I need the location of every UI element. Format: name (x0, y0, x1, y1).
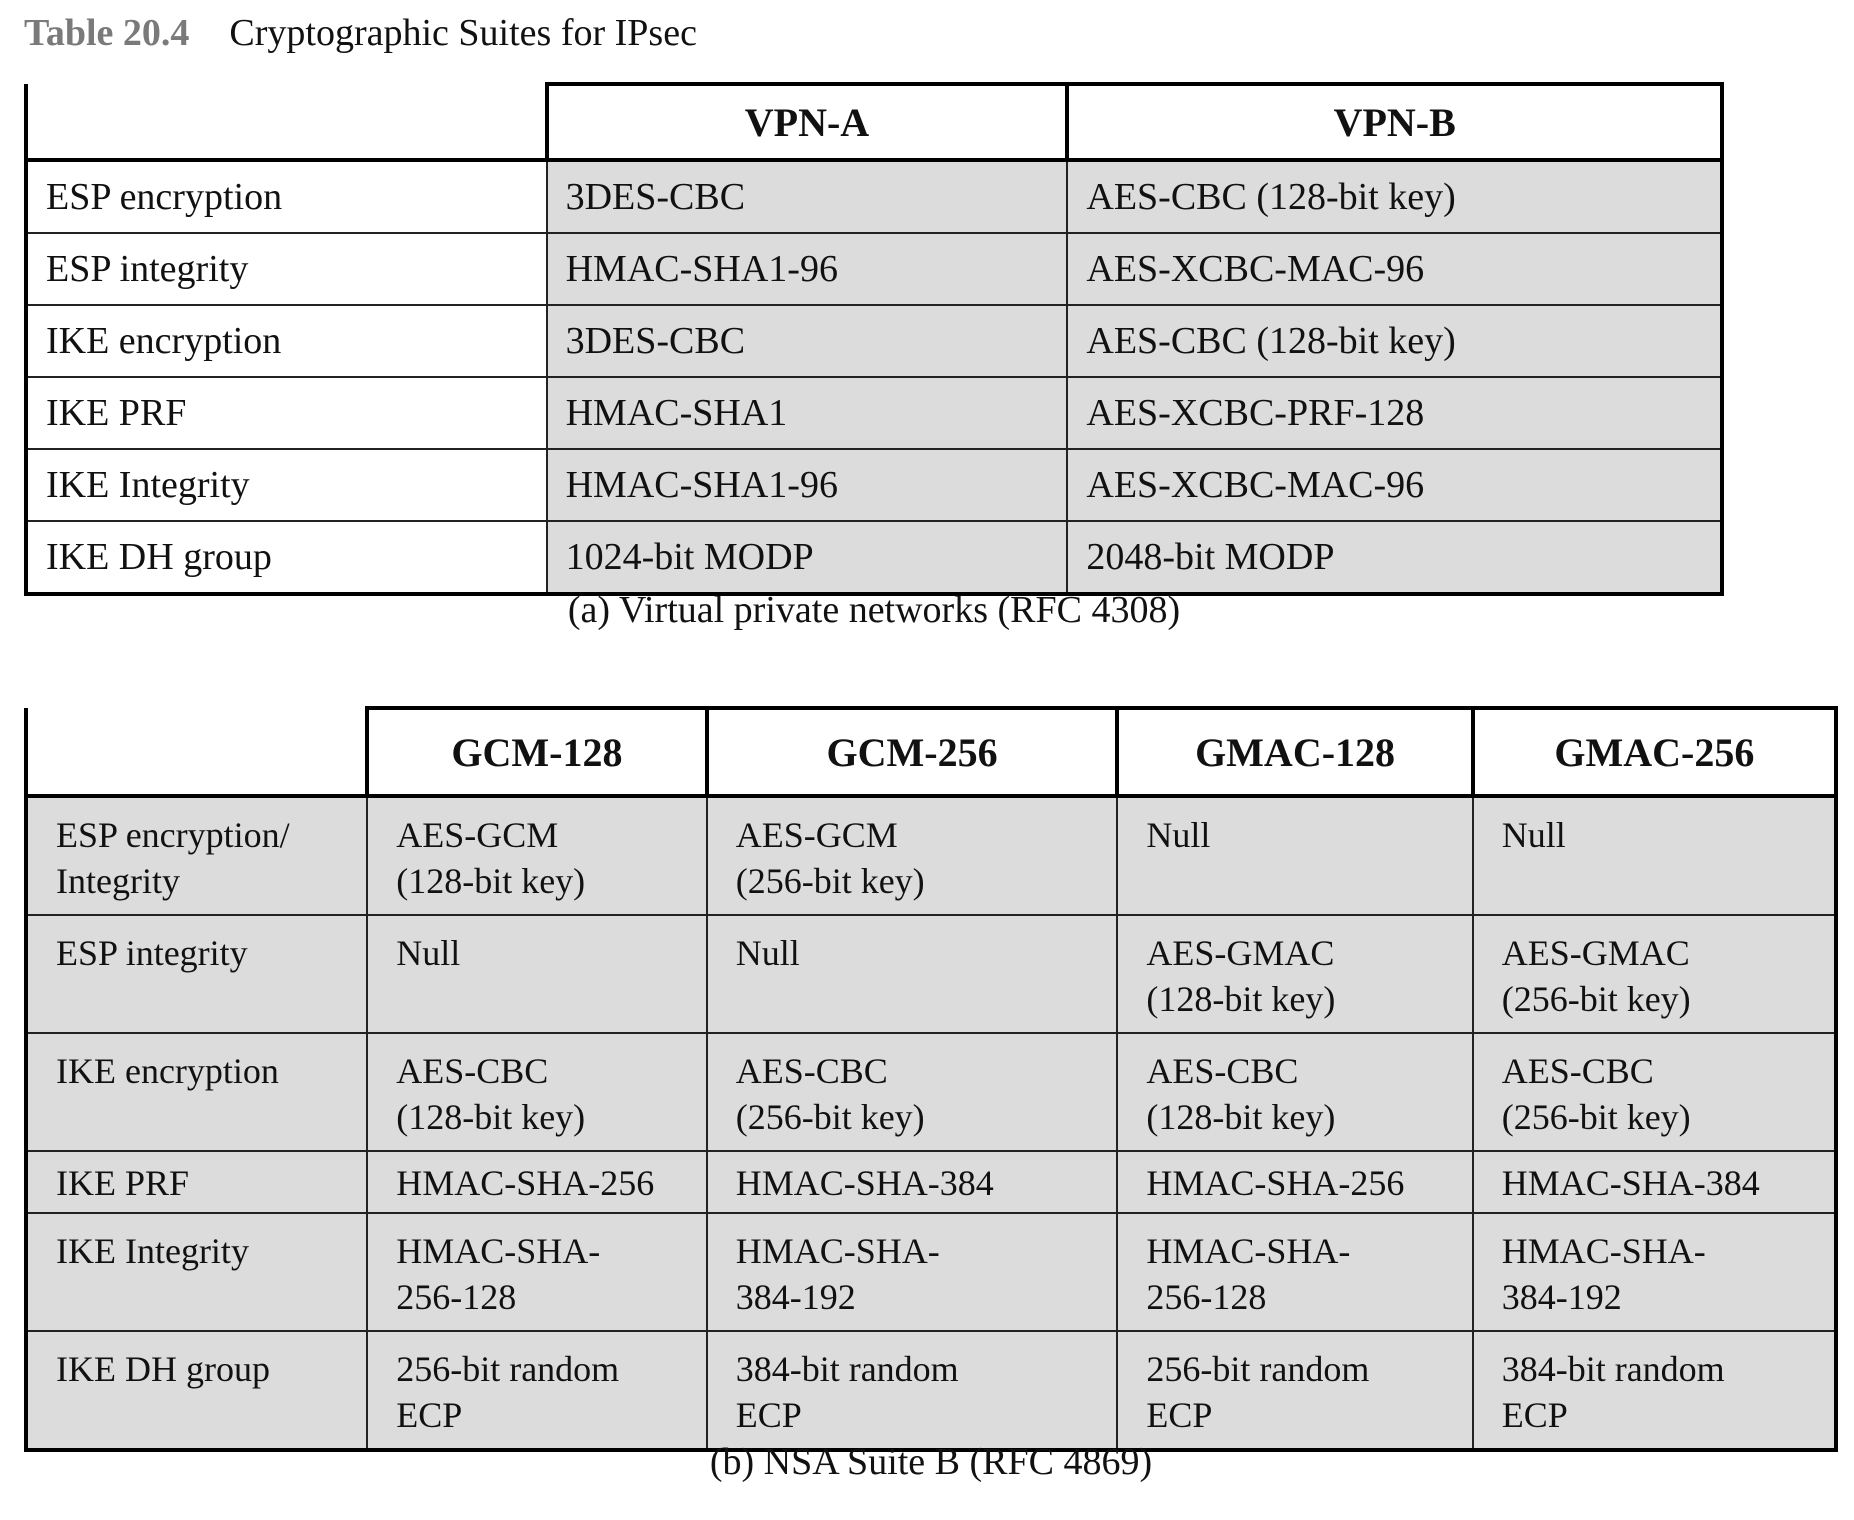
table-row (26, 1213, 1836, 1331)
cell-line: 256-bit random (1146, 1349, 1370, 1389)
table-cell: 3DES-CBC (547, 305, 1068, 377)
table-cell: AES-XCBC-MAC-96 (1067, 449, 1722, 521)
row-label-line: Integrity (56, 861, 180, 901)
table-cell (1117, 1213, 1472, 1331)
table-row (26, 449, 1722, 521)
cell-line: HMAC-SHA- (1501, 1231, 1706, 1271)
table-row (26, 1331, 1836, 1450)
row-label-line: ESP integrity (56, 933, 248, 973)
cell-line: ECP (735, 1395, 802, 1435)
row-label-line: IKE Integrity (56, 1231, 249, 1271)
cell-line: Null (1501, 815, 1566, 855)
cell-line: (128-bit key) (1146, 1097, 1336, 1137)
cell-line: (256-bit key) (1501, 979, 1691, 1019)
row-label (26, 1213, 367, 1331)
row-label: ESP integrity (26, 233, 547, 305)
table-cell (367, 1331, 707, 1450)
table-row (26, 160, 1722, 233)
cell-line: (128-bit key) (396, 861, 586, 901)
cell-line: 384-bit random (735, 1349, 959, 1389)
table-cell (707, 1213, 1118, 1331)
table-cell (367, 796, 707, 915)
cell-line: Null (735, 933, 800, 973)
cell-line: AES-GMAC (1146, 933, 1335, 973)
cell-line: HMAC-SHA- (396, 1231, 601, 1271)
table-row (26, 521, 1722, 594)
cell-line: AES-CBC (396, 1051, 549, 1091)
cell-line: ECP (396, 1395, 463, 1435)
table-row (26, 233, 1722, 305)
cell-line: HMAC-SHA-384 (735, 1163, 994, 1203)
table-row (26, 915, 1836, 1033)
header-blank-cell (26, 708, 367, 796)
table-cell: 3DES-CBC (547, 160, 1068, 233)
table-cell (1473, 796, 1836, 915)
column-header-gmac-128: GMAC-128 (1117, 708, 1472, 796)
table-header-row (26, 84, 1722, 160)
row-label (26, 1151, 367, 1213)
table-row (26, 1151, 1836, 1213)
cell-line: AES-CBC (735, 1051, 888, 1091)
cell-line: AES-GMAC (1501, 933, 1690, 973)
cell-line: 256-128 (1146, 1277, 1267, 1317)
cell-line: HMAC-SHA-384 (1501, 1163, 1760, 1203)
cell-line: AES-CBC (1501, 1051, 1654, 1091)
table-cell: AES-CBC (128-bit key) (1067, 305, 1722, 377)
table-a-caption: (a) Virtual private networks (RFC 4308) (567, 589, 1181, 631)
table-title-text: Cryptographic Suites for IPsec (229, 12, 697, 54)
header-blank-cell (26, 84, 547, 160)
cell-line: 384-192 (735, 1277, 856, 1317)
table-b-caption: (b) NSA Suite B (RFC 4869) (709, 1441, 1153, 1483)
row-label-line: ESP encryption/ (56, 815, 290, 855)
table-row (26, 305, 1722, 377)
cell-line: (128-bit key) (1146, 979, 1336, 1019)
table-header-row (26, 708, 1836, 796)
vpn-suites-table (24, 82, 1724, 596)
cell-line: (256-bit key) (735, 861, 925, 901)
table-cell (1473, 1331, 1836, 1450)
cell-line: ECP (1501, 1395, 1568, 1435)
cell-line: Null (1146, 815, 1211, 855)
row-label (26, 1331, 367, 1450)
cell-line: 384-bit random (1501, 1349, 1725, 1389)
row-label: IKE encryption (26, 305, 547, 377)
column-header-vpn-b: VPN-B (1067, 84, 1722, 160)
table-cell (707, 1151, 1118, 1213)
cell-line: HMAC-SHA- (735, 1231, 940, 1271)
table-cell (367, 1213, 707, 1331)
nsa-suite-b-table (24, 706, 1838, 1452)
cell-line: (256-bit key) (735, 1097, 925, 1137)
cell-line: ECP (1146, 1395, 1213, 1435)
table-cell (707, 1331, 1118, 1450)
table-number: Table 20.4 (24, 12, 190, 54)
row-label-line: IKE DH group (56, 1349, 270, 1389)
table-cell: AES-XCBC-PRF-128 (1067, 377, 1722, 449)
table-cell: AES-XCBC-MAC-96 (1067, 233, 1722, 305)
cell-line: 384-192 (1501, 1277, 1622, 1317)
cell-line: 256-128 (396, 1277, 517, 1317)
table-row (26, 796, 1836, 915)
table-cell: 1024-bit MODP (547, 521, 1068, 594)
table-cell (367, 915, 707, 1033)
table-cell (1117, 915, 1472, 1033)
cell-line: AES-GCM (396, 815, 559, 855)
table-cell (1473, 915, 1836, 1033)
table-cell: HMAC-SHA1 (547, 377, 1068, 449)
table-cell (367, 1033, 707, 1151)
cell-line: AES-CBC (1146, 1051, 1299, 1091)
table-title (24, 8, 697, 58)
column-header-gcm-256: GCM-256 (707, 708, 1118, 796)
table-cell: AES-CBC (128-bit key) (1067, 160, 1722, 233)
table-cell: HMAC-SHA1-96 (547, 449, 1068, 521)
row-label (26, 796, 367, 915)
table-cell (1117, 1331, 1472, 1450)
table-cell (367, 1151, 707, 1213)
table-cell: 2048-bit MODP (1067, 521, 1722, 594)
table-cell (707, 915, 1118, 1033)
table-cell (1117, 1033, 1472, 1151)
table-cell (1117, 1151, 1472, 1213)
cell-line: (128-bit key) (396, 1097, 586, 1137)
row-label (26, 915, 367, 1033)
cell-line: AES-GCM (735, 815, 898, 855)
row-label-line: IKE encryption (56, 1051, 279, 1091)
cell-line: HMAC-SHA-256 (1146, 1163, 1405, 1203)
column-header-gcm-128: GCM-128 (367, 708, 707, 796)
row-label: IKE Integrity (26, 449, 547, 521)
table-cell: HMAC-SHA1-96 (547, 233, 1068, 305)
column-header-gmac-256: GMAC-256 (1473, 708, 1836, 796)
row-label: IKE PRF (26, 377, 547, 449)
cell-line: HMAC-SHA- (1146, 1231, 1351, 1271)
table-row (26, 1033, 1836, 1151)
table-cell (1473, 1033, 1836, 1151)
table-cell (707, 1033, 1118, 1151)
cell-line: HMAC-SHA-256 (396, 1163, 655, 1203)
table-cell (707, 796, 1118, 915)
row-label (26, 1033, 367, 1151)
table-cell (1473, 1213, 1836, 1331)
cell-line: 256-bit random (396, 1349, 620, 1389)
table-row (26, 377, 1722, 449)
table-cell (1117, 796, 1472, 915)
cell-line: Null (396, 933, 461, 973)
row-label: ESP encryption (26, 160, 547, 233)
row-label: IKE DH group (26, 521, 547, 594)
table-cell (1473, 1151, 1836, 1213)
row-label-line: IKE PRF (56, 1163, 190, 1203)
cell-line: (256-bit key) (1501, 1097, 1691, 1137)
column-header-vpn-a: VPN-A (547, 84, 1068, 160)
